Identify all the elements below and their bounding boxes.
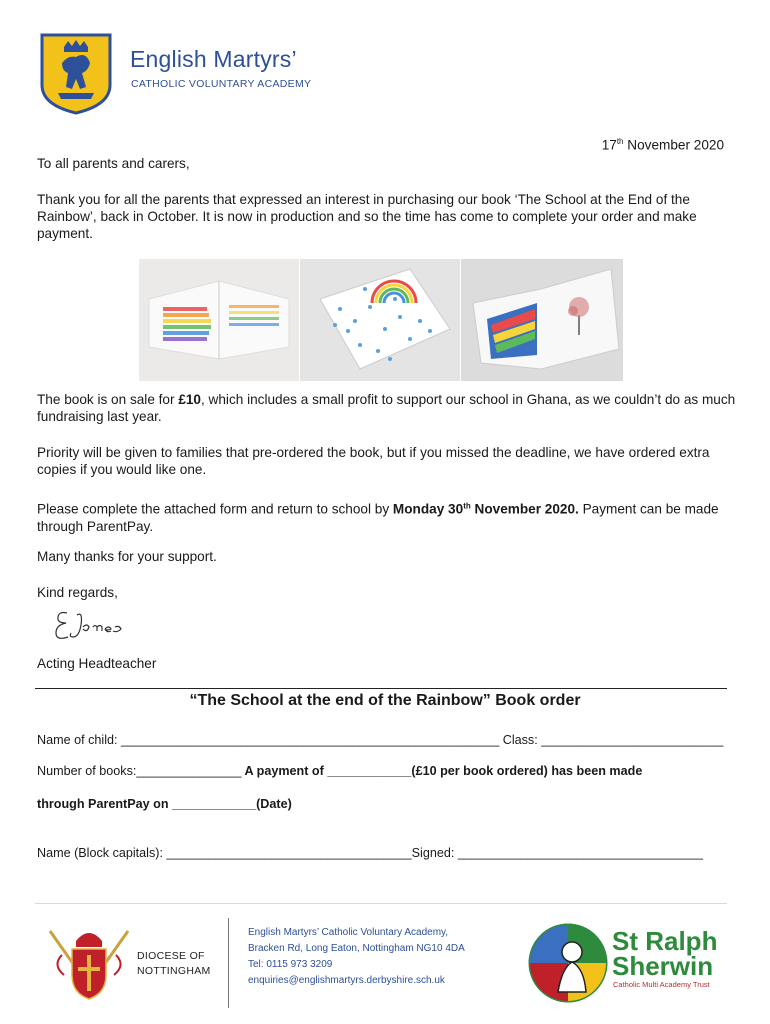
footer-separator	[228, 918, 229, 1008]
paragraph-intro: Thank you for all the parents that expressed an interest in purchasing our book ‘The School at the End of the Rainbow’, back in October. It is now in production and so the time has come to complete your order and make payment.	[37, 192, 697, 241]
signature-field[interactable]: ___________________________________	[457, 846, 704, 860]
form-line-child-class: Name of child: ______________________________________________________ Class: __________________________	[37, 733, 724, 747]
school-name: English Martyrs’	[130, 46, 297, 72]
child-name-field[interactable]: ______________________________________________________	[121, 733, 500, 747]
regards-line: Kind regards,	[37, 585, 118, 600]
form-line-books-payment: Number of books:_______________ A payment of ____________(£10 per book ordered) has been made	[37, 764, 643, 778]
book-photo-cover	[300, 259, 460, 381]
form-title: “The School at the end of the Rainbow” Book order	[189, 692, 581, 709]
form-divider	[35, 688, 727, 689]
diocese-name: DIOCESE OF NOTTINGHAM	[137, 950, 211, 977]
thanks-line: Many thanks for your support.	[37, 549, 217, 564]
greeting: To all parents and carers,	[37, 156, 190, 171]
diocese-crest-icon	[44, 925, 134, 1003]
form-line-parentpay-date: through ParentPay on ____________(Date)	[37, 797, 292, 811]
school-subtitle: CATHOLIC VOLUNTARY ACADEMY	[131, 78, 312, 90]
number-of-books-field[interactable]: _______________	[136, 764, 242, 778]
block-capitals-name-field[interactable]: ___________________________________	[166, 846, 412, 860]
footer-rule	[35, 903, 727, 904]
class-field[interactable]: __________________________	[541, 733, 724, 747]
sign-role: Acting Headteacher	[37, 656, 157, 671]
book-photo-open-rainbow	[139, 259, 299, 381]
trust-subtitle: Catholic Multi Academy Trust	[613, 980, 710, 989]
paragraph-price: The book is on sale for £10, which includes a small profit to support our school in Ghana, as we couldn’t do as much fundraising last year.	[37, 392, 736, 424]
form-line-name-signed: Name (Block capitals): ___________________________________Signed: ___________________________________	[37, 846, 704, 860]
signature-image	[53, 605, 133, 643]
payment-amount-field[interactable]: ____________	[327, 764, 412, 778]
book-photos	[139, 259, 623, 381]
book-photo-open-tree	[461, 259, 623, 381]
trust-logo-icon	[528, 922, 608, 1004]
contact-email[interactable]: enquiries@englishmartyrs.derbyshire.sch.uk	[248, 975, 445, 986]
school-crest-icon	[40, 33, 112, 115]
paragraph-priority: Priority will be given to families that pre-ordered the book, but if you missed the deadline, we have ordered extra copies if you would like one.	[37, 445, 710, 477]
trust-name: St Ralph Sherwin	[612, 926, 718, 981]
letter-date: 17th November 2020	[601, 137, 724, 153]
payment-date-field[interactable]: ____________	[172, 797, 257, 811]
paragraph-deadline: Please complete the attached form and return to school by Monday 30th November 2020. Payment can be made through ParentPay.	[37, 501, 719, 534]
school-address: English Martyrs’ Catholic Voluntary Academy, Bracken Rd, Long Eaton, Nottingham NG10 4DA Tel: 0115 973 3209 enquiries@englishmartyrs.derbyshire.sch.uk	[248, 925, 465, 989]
